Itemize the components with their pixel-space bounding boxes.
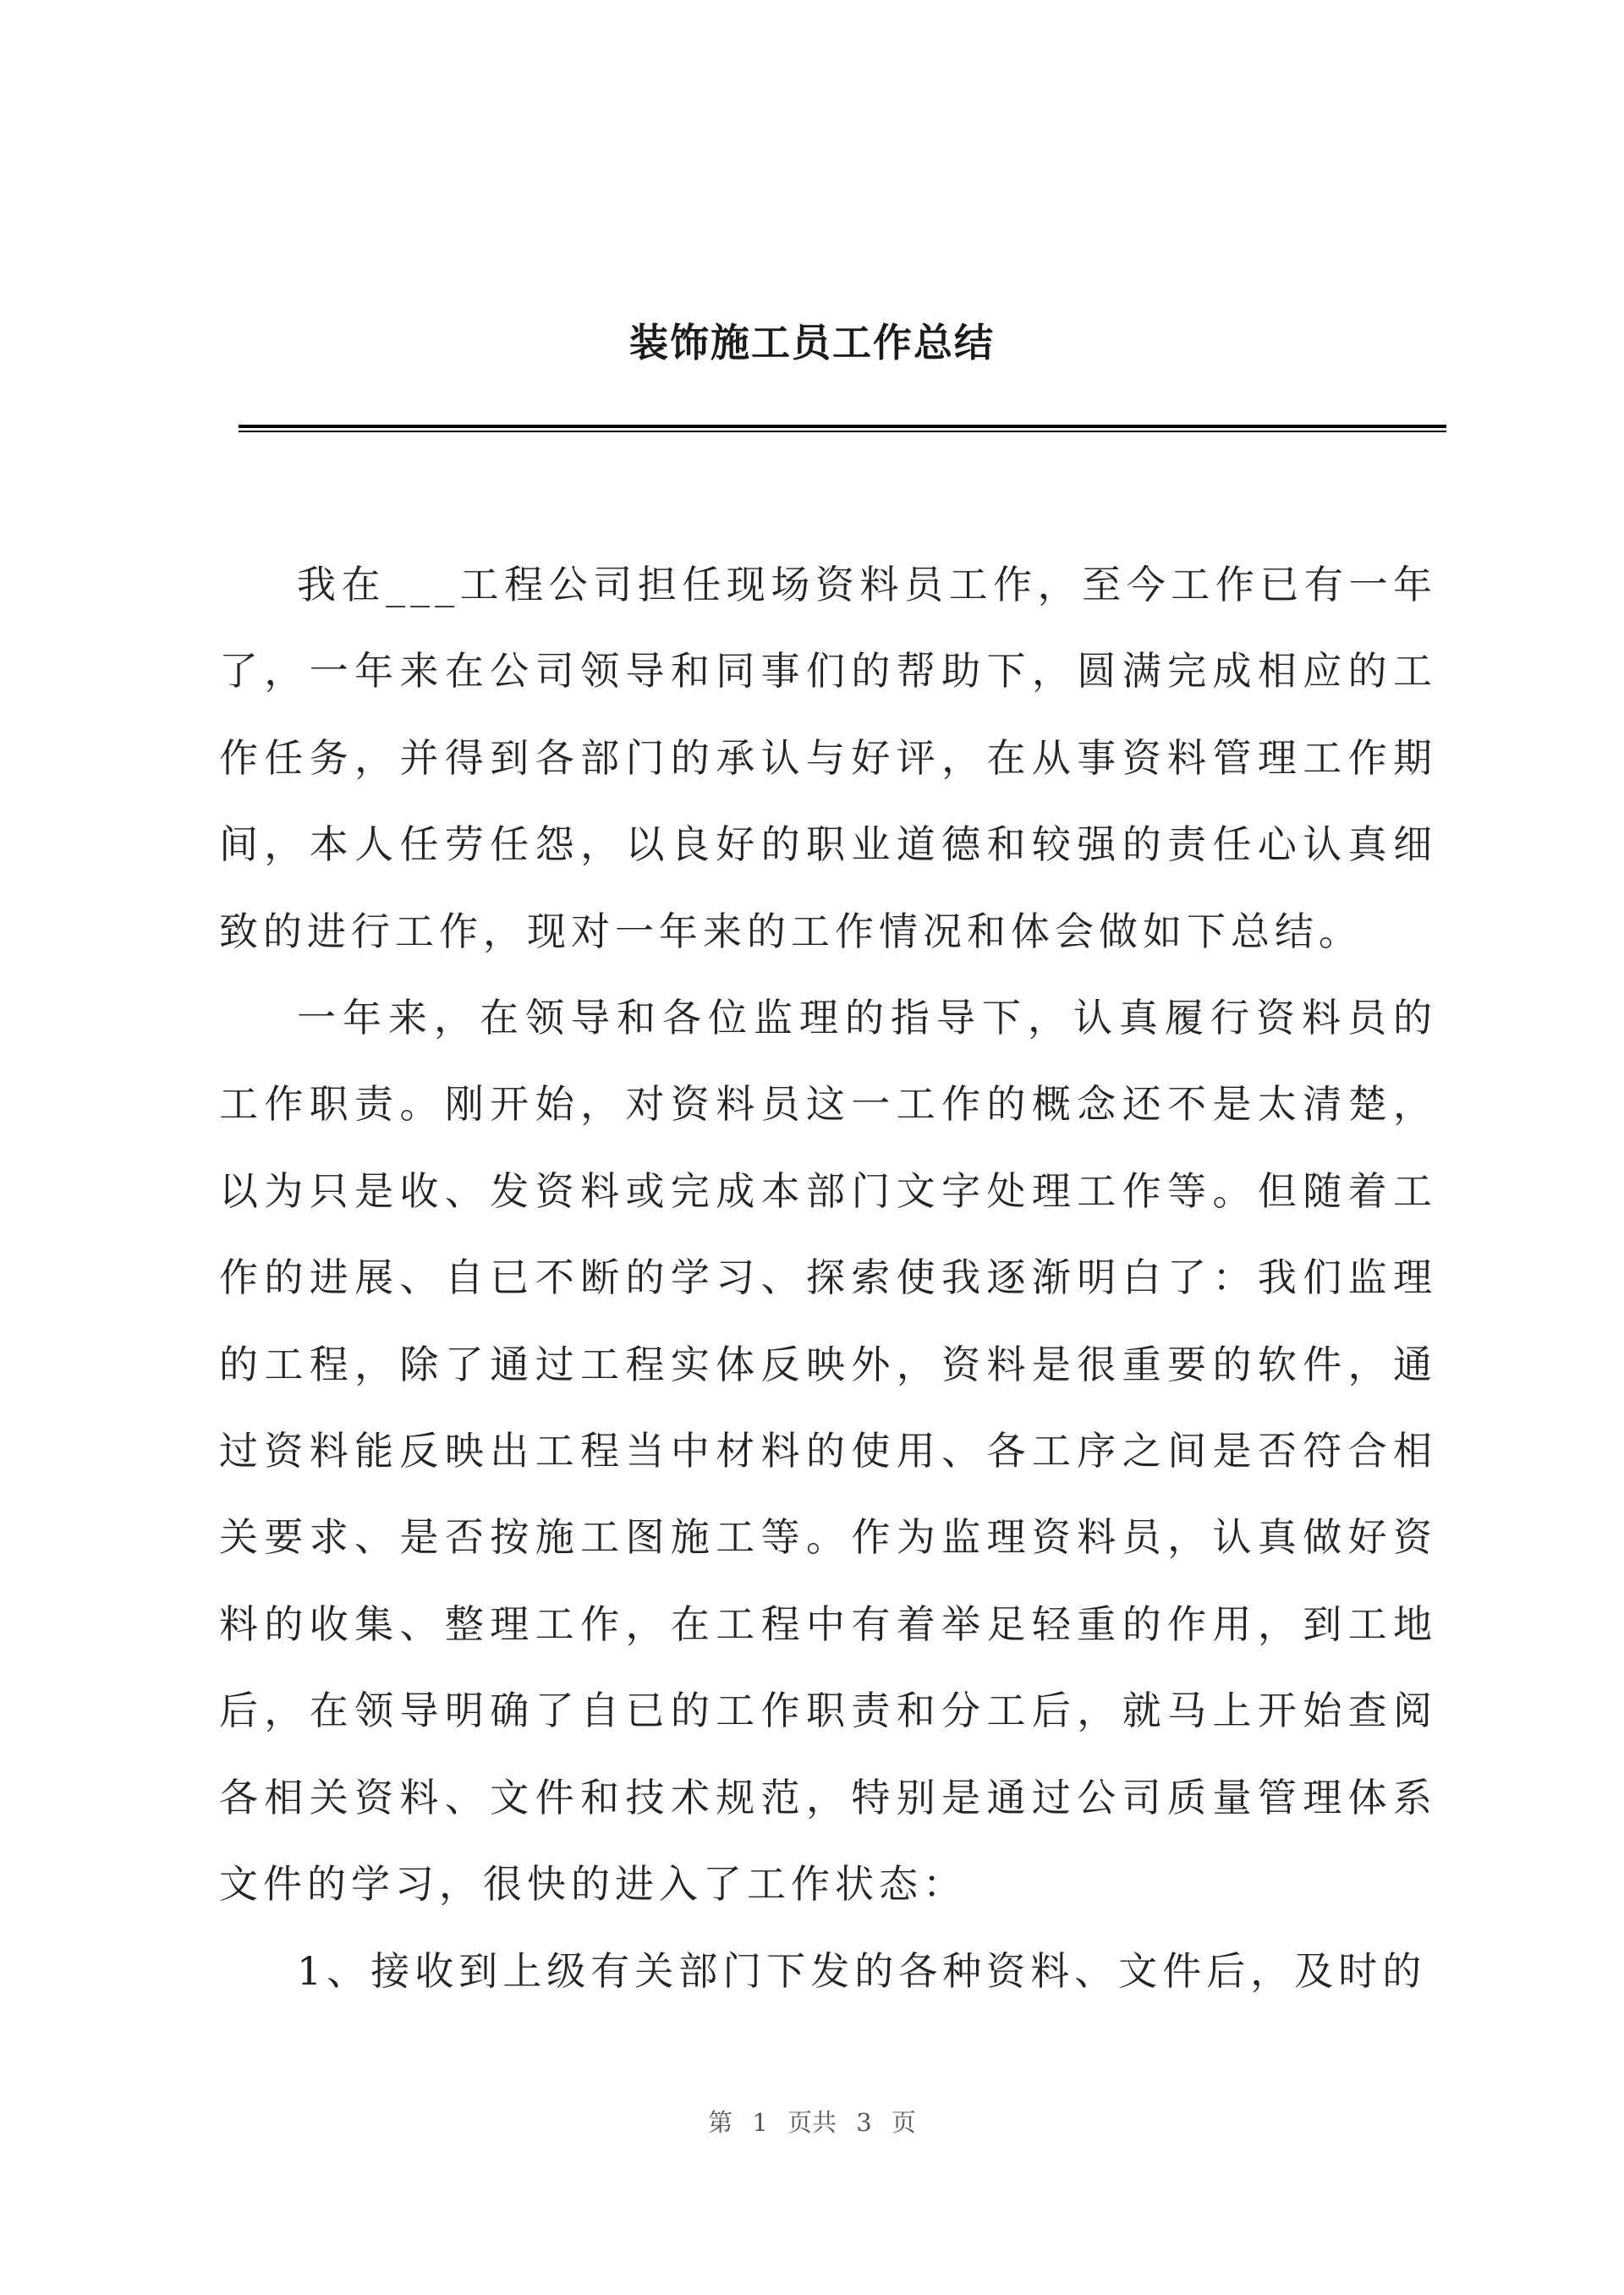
paragraph-intro: 我在___工程公司担任现场资料员工作，至今工作已有一年了，一年来在公司领导和同事们的帮助下，圆满完成相应的工作任务，并得到各部门的承认与好评，在从事资料管理工作期间，本人任劳任怨，以良好的职业道德和较强的责任心认真细致的进行工作，现对一年来的工作情况和体会做如下总结。 — [219, 562, 1437, 954]
title-divider-thick-line — [239, 425, 1446, 428]
page-number-footer: 第 1 页共 3 页 — [708, 2108, 916, 2137]
document-body — [219, 541, 1437, 2014]
paragraph-item-1: 1、接收到上级有关部门下发的各种资料、文件后，及时的 — [297, 1947, 1427, 1994]
title-divider-thin-line — [239, 431, 1446, 432]
paragraph-duties: 一年来，在领导和各位监理的指导下，认真履行资料员的工作职责。刚开始，对资料员这一工作的概念还不是太清楚，以为只是收、发资料或完成本部门文字处理工作等。但随着工作的进展、自已不断的学习、探索使我逐渐明白了：我们监理的工程，除了通过工程实体反映外，资料是很重要的软件，通过资料能反映出工程当中材料的使用、各工序之间是否符合相关要求、是否按施工图施工等。作为监理资料员，认真做好资料的收集、整理工作，在工程中有着举足轻重的作用，到工地后，在领导明确了自已的工作职责和分工后，就马上开始查阅各相关资料、文件和技术规范，特别是通过公司质量管理体系文件的学习，很快的进入了工作状态： — [219, 995, 1437, 1908]
title-divider — [239, 425, 1446, 432]
document-title: 装饰施工员工作总结 — [629, 320, 995, 365]
